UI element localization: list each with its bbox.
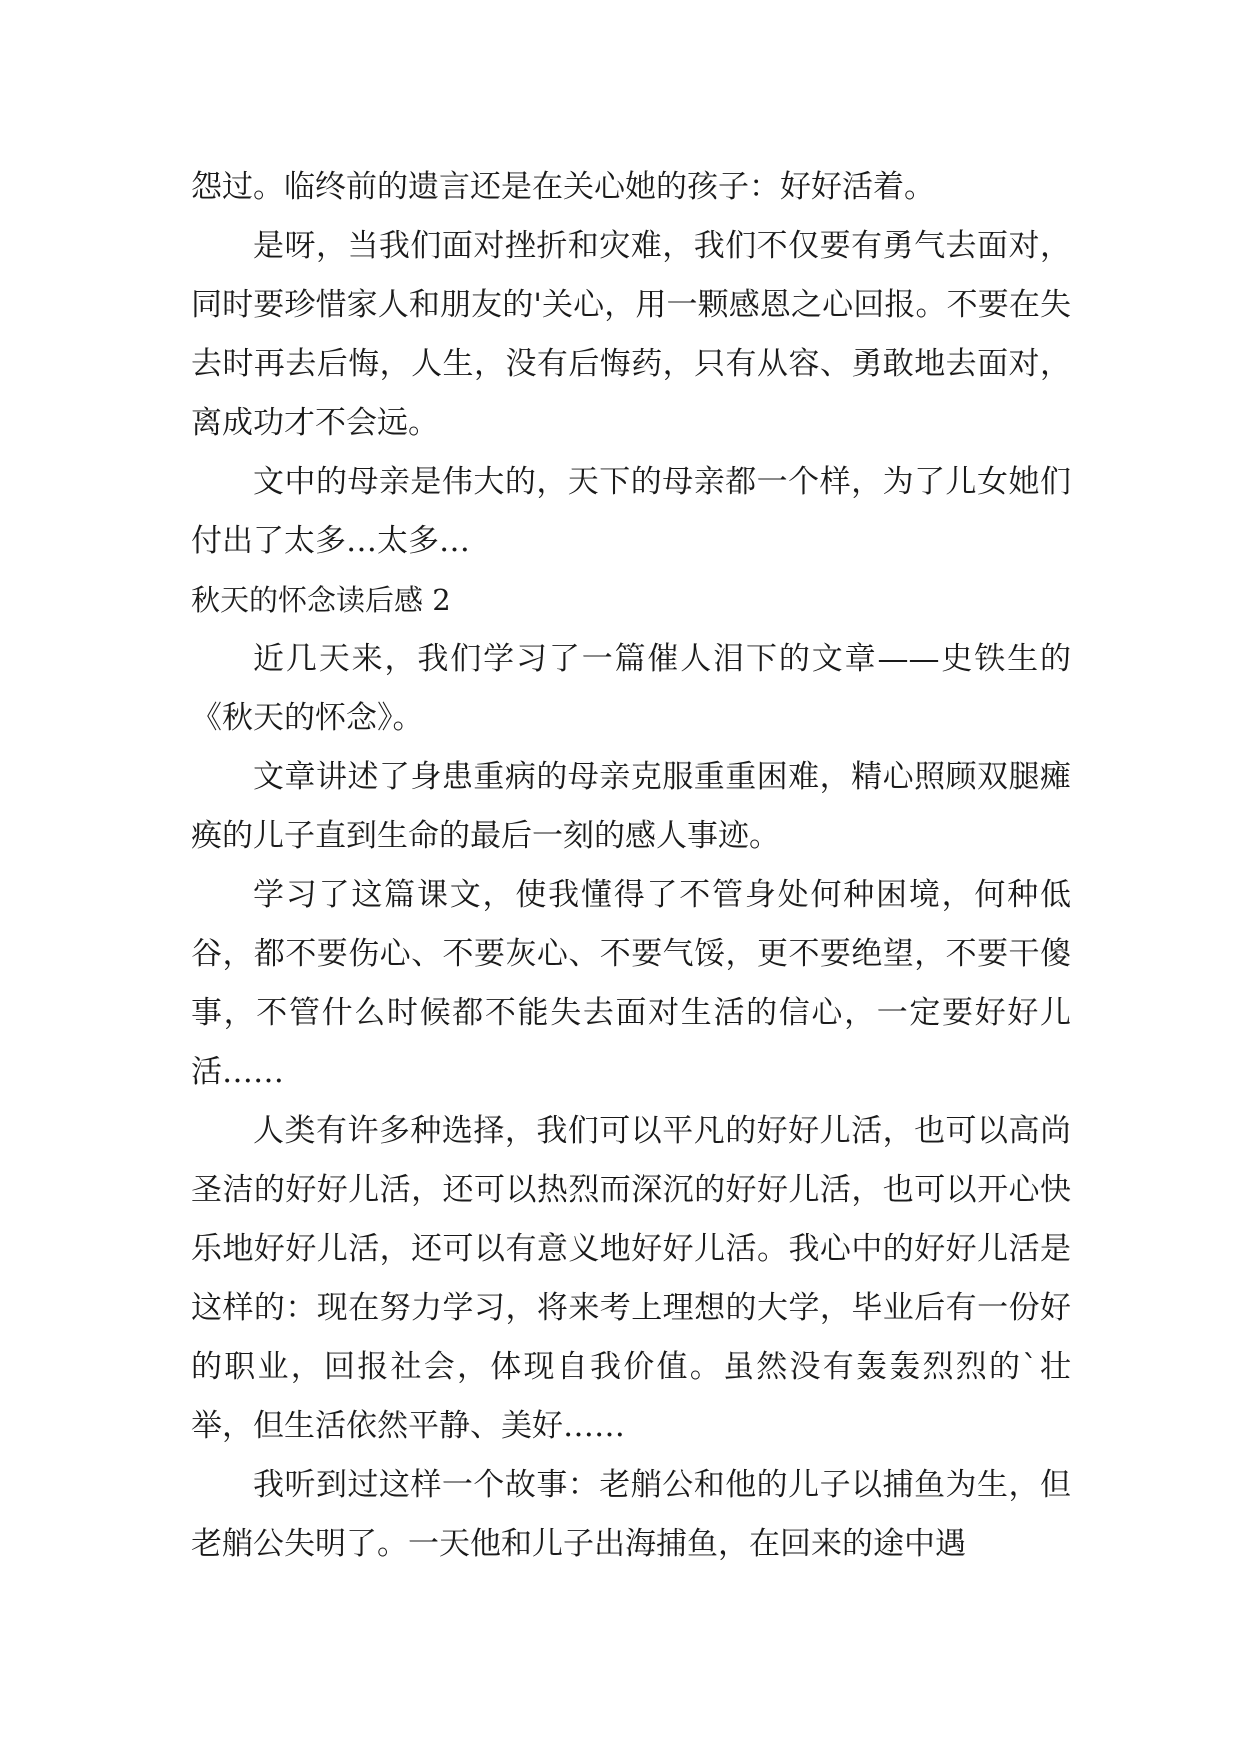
paragraph: 文章讲述了身患重病的母亲克服重重困难，精心照顾双腿瘫痪的儿子直到生命的最后一刻的感人事迹。 [191, 759, 1071, 854]
paragraph: 是呀，当我们面对挫折和灾难，我们不仅要有勇气去面对，同时要珍惜家人和朋友的'关心，用一颗感恩之心回报。不要在失去时再去后悔，人生，没有后悔药，只有从容、勇敢地去面对，离成功才不会远。 [191, 228, 1071, 441]
paragraph: 人类有许多种选择，我们可以平凡的好好儿活，也可以高尚圣洁的好好儿活，还可以热烈而深沉的好好儿活，也可以开心快乐地好好儿活，还可以有意义地好好儿活。我心中的好好儿活是这样的：现在努力学习，将来考上理想的大学，毕业后有一份好的职业，回报社会，体现自我价值。虽然没有轰轰烈烈的`壮举，但生活依然平静、美好…… [191, 1113, 1071, 1444]
section-heading: 秋天的怀念读后感 2 [191, 583, 451, 617]
paragraph: 怨过。临终前的遗言还是在关心她的孩子：好好活着。 [191, 169, 935, 205]
paragraph: 学习了这篇课文，使我懂得了不管身处何种困境，何种低谷，都不要伤心、不要灰心、不要气馁，更不要绝望，不要干傻事，不管什么时候都不能失去面对生活的信心，一定要好好儿活…… [191, 877, 1071, 1090]
paragraph: 文中的母亲是伟大的，天下的母亲都一个样，为了儿女她们付出了太多…太多… [191, 464, 1071, 559]
paragraph: 近几天来，我们学习了一篇催人泪下的文章——史铁生的《秋天的怀念》。 [191, 641, 1071, 736]
paragraph: 我听到过这样一个故事：老艄公和他的儿子以捕鱼为生，但老艄公失明了。一天他和儿子出海捕鱼，在回来的途中遇 [191, 1467, 1071, 1562]
document-body [191, 158, 1071, 1574]
